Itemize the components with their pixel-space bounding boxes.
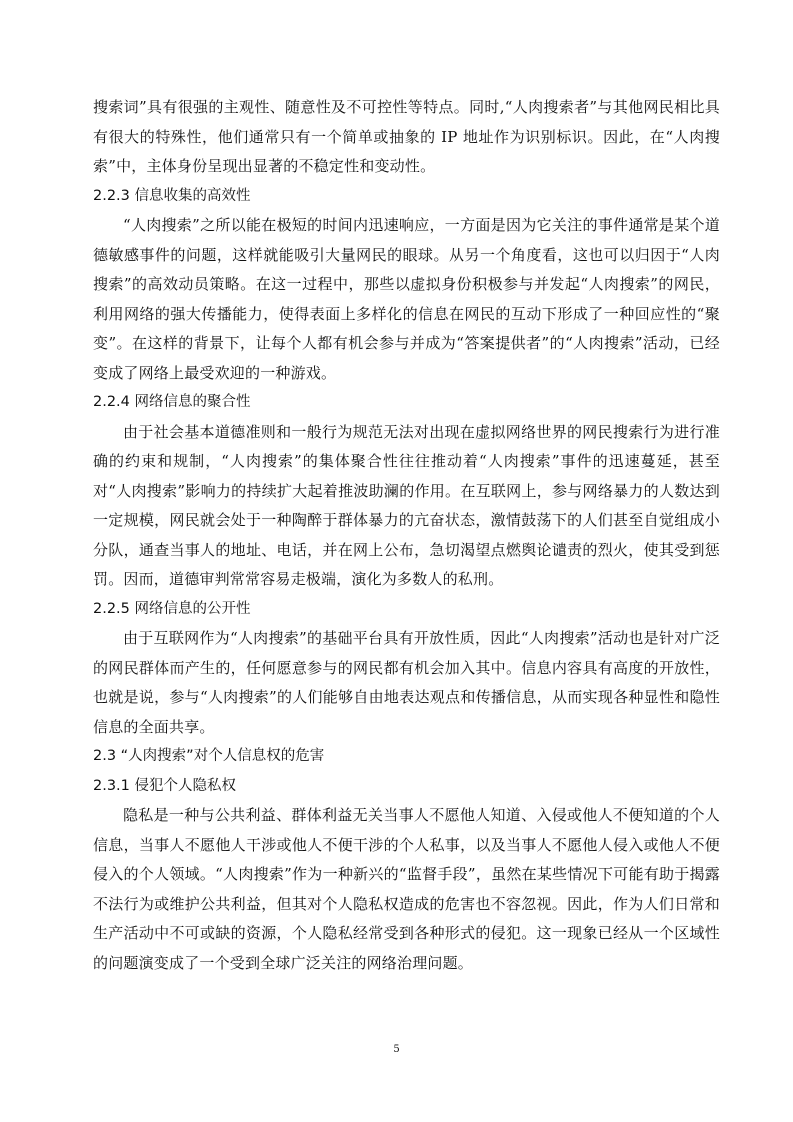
- section-heading: 2.3 “人肉搜索”对个人信息权的危害: [93, 748, 325, 764]
- paragraph: 隐私是一种与公共利益、群体利益无关当事人不愿他人知道、入侵或他人不便知道的个人信息，当事人不愿他人干涉或他人不便干涉的个人私事，以及当事人不愿他人侵入或他人不便侵入的个人领域。“人肉搜索”作为一种新兴的“监督手段”，虽然在某些情况下可能有助于揭露不法行为或维护公共利益，但其对个人隐私权造成的危害也不容忽视。因此，作为人们日常和生产活动中不可或缺的资源，个人隐私经常受到各种形式的侵犯。这一现象已经从一个区域性的问题演变成了一个受到全球广泛关注的网络治理问题。: [93, 806, 720, 972]
- section-heading: 2.3.1 侵犯个人隐私权: [93, 777, 237, 794]
- paragraph: 搜索词”具有很强的主观性、随意性及不可控性等特点。同时,“人肉搜索者”与其他网民相比具有很大的特殊性，他们通常只有一个简单或抽象的 IP 地址作为识别标识。因此，在“人肉搜索”中，主体身份呈现出显著的不稳定性和变动性。: [93, 98, 720, 175]
- paragraph: “人肉搜索”之所以能在极短的时间内迅速响应，一方面是因为它关注的事件通常是某个道德敏感事件的问题，这样就能吸引大量网民的眼球。从另一个角度看，这也可以归因于“人肉搜索”的高效动员策略。在这一过程中，那些以虚拟身份积极参与并发起“人肉搜索”的网民，利用网络的强大传播能力，使得表面上多样化的信息在网民的互动下形成了一种回应性的“聚变”。在这样的背景下，让每个人都有机会参与并成为“答案提供者”的“人肉搜索”活动，已经变成了网络上最受欢迎的一种游戏。: [93, 216, 720, 382]
- paragraph: 由于互联网作为“人肉搜索”的基础平台具有开放性质，因此“人肉搜索”活动也是针对广泛的网民群体而产生的，任何愿意参与的网民都有机会加入其中。信息内容具有高度的开放性，也就是说，参与“人肉搜索”的人们能够自由地表达观点和传播信息，从而实现各种显性和隐性信息的全面共享。: [93, 629, 720, 736]
- section-heading: 2.2.5 网络信息的公开性: [93, 600, 251, 617]
- paragraph: 由于社会基本道德准则和一般行为规范无法对出现在虚拟网络世界的网民搜索行为进行准确的约束和规制，“人肉搜索”的集体聚合性往往推动着“人肉搜索”事件的迅速蔓延，甚至对“人肉搜索”影响力的持续扩大起着推波助澜的作用。在互联网上，参与网络暴力的人数达到一定规模，网民就会处于一种陶醉于群体暴力的亢奋状态，激情鼓荡下的人们甚至自觉组成小分队，通查当事人的地址、电话，并在网上公布，急切渴望点燃舆论谴责的烈火，使其受到惩罚。因而，道德审判常常容易走极端，演化为多数人的私刑。: [93, 422, 720, 588]
- document-body: [93, 93, 720, 978]
- page-number: 5: [393, 1044, 400, 1055]
- section-heading: 2.2.3 信息收集的高效性: [93, 187, 251, 204]
- section-heading: 2.2.4 网络信息的聚合性: [93, 394, 251, 410]
